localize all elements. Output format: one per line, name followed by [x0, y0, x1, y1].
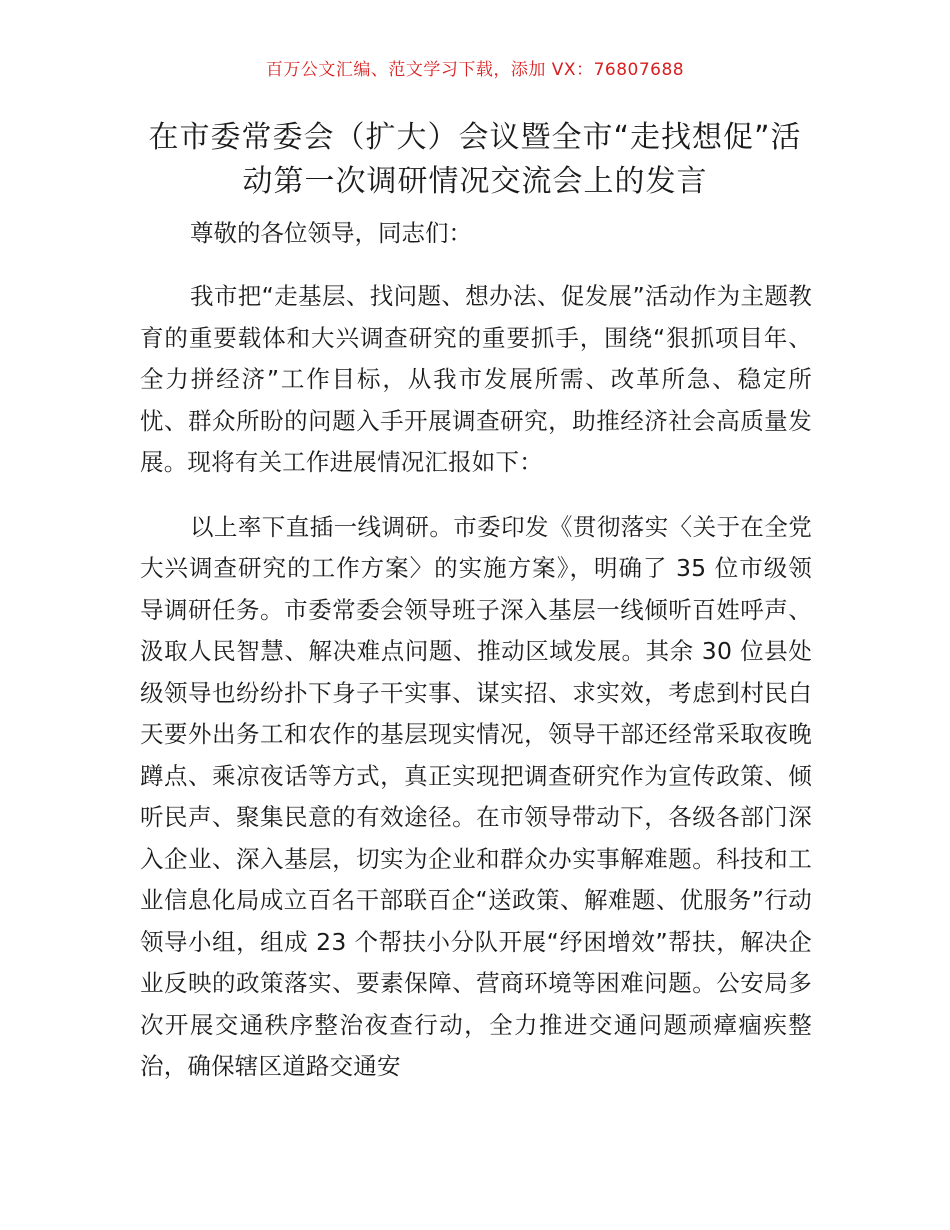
salutation: 尊敬的各位领导，同志们：	[190, 219, 472, 247]
document-body	[140, 214, 812, 1111]
paragraph-intro: 我市把“走基层、找问题、想办法、促发展”活动作为主题教育的重要载体和大兴调查研究的重要抓手，围绕“狠抓项目年、全力拼经济”工作目标，从我市发展所需、改革所急、稳定所忧、群众所盼的问题入手开展调查研究，助推经济社会高质量发展。现将有关工作进展情况汇报如下：	[140, 282, 812, 476]
paragraph-research: 以上率下直插一线调研。市委印发《贯彻落实〈关于在全党大兴调查研究的工作方案〉的实施方案》，明确了 35 位市级领导调研任务。市委常委会领导班子深入基层一线倾听百姓呼声、汲取人民智慧、解决难点问题、推动区域发展。其余 30 位县处级领导也纷纷扑下身子干实事、谋实招、求实效，考虑到村民白天要外出务工和农作的基层现实情况，领导干部还经常采取夜晚蹲点、乘凉夜话等方式，真正实现把调查研究作为宣传政策、倾听民声、聚集民意的有效途径。在市领导带动下，各级各部门深入企业、深入基层，切实为企业和群众办实事解难题。科技和工业信息化局成立百名干部联百企“送政策、解难题、优服务”行动领导小组，组成 23 个帮扶小分队开展“纾困增效”帮扶，解决企业反映的政策落实、要素保障、营商环境等困难问题。公安局多次开展交通秩序整治夜查行动，全力推进交通问题顽瘴痼疾整治，确保辖区道路交通安	[140, 512, 812, 1080]
document-title: 在市委常委会（扩大）会议暨全市“走找想促”活动第一次调研情况交流会上的发言	[148, 120, 802, 199]
header-watermark-note: 百万公文汇编、范文学习下载，添加 VX：76807688	[265, 60, 685, 80]
